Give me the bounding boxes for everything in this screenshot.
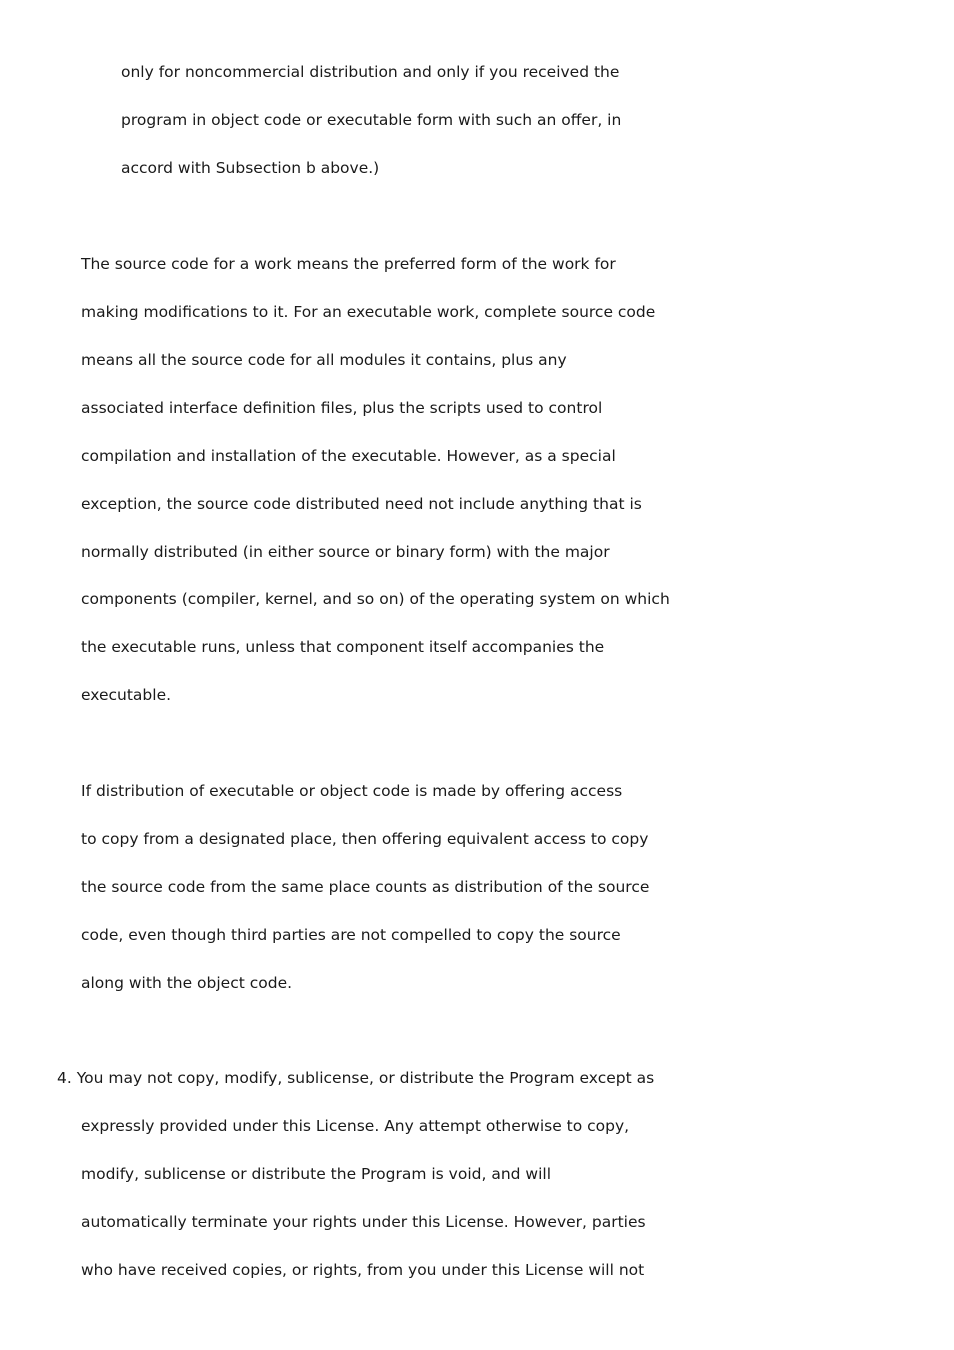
section-4-first-line: 4. You may not copy, modify, sublicense, or distribute the Program except as — [57, 1069, 655, 1087]
paragraph-line: code, even though third parties are not compelled to copy the source — [81, 926, 621, 944]
fragment-line: accord with Subsection b above.) — [121, 159, 380, 177]
paragraph-line: the source code from the same place counts as distribution of the source — [81, 878, 650, 896]
paragraph-line: means all the source code for all modules it contains, plus any — [81, 351, 567, 369]
paragraph-line: executable. — [81, 686, 172, 704]
paragraph-line: along with the object code. — [81, 974, 293, 992]
fragment-line: program in object code or executable form with such an offer, in — [121, 111, 622, 129]
paragraph-line: exception, the source code distributed need not include anything that is — [81, 495, 642, 513]
fragment-line: only for noncommercial distribution and only if you received the — [121, 63, 620, 81]
paragraph-line: normally distributed (in either source or binary form) with the major — [81, 543, 610, 561]
paragraph-line: modify, sublicense or distribute the Program is void, and will — [81, 1165, 552, 1183]
paragraph-line: components (compiler, kernel, and so on) of the operating system on which — [81, 590, 670, 608]
paragraph-line: to copy from a designated place, then offering equivalent access to copy — [81, 830, 649, 848]
paragraph-line: compilation and installation of the executable. However, as a special — [81, 447, 616, 465]
paragraph-line: If distribution of executable or object code is made by offering access — [81, 782, 623, 800]
paragraph-line: automatically terminate your rights under this License. However, parties — [81, 1213, 646, 1231]
paragraph-line: The source code for a work means the preferred form of the work for — [81, 255, 616, 273]
paragraph-line: the executable runs, unless that component itself accompanies the — [81, 638, 605, 656]
paragraph-line: making modifications to it. For an executable work, complete source code — [81, 303, 656, 321]
paragraph-line: who have received copies, or rights, from you under this License will not — [81, 1261, 645, 1279]
paragraph-line: associated interface definition files, plus the scripts used to control — [81, 399, 603, 417]
paragraph-line: expressly provided under this License. Any attempt otherwise to copy, — [81, 1117, 630, 1135]
